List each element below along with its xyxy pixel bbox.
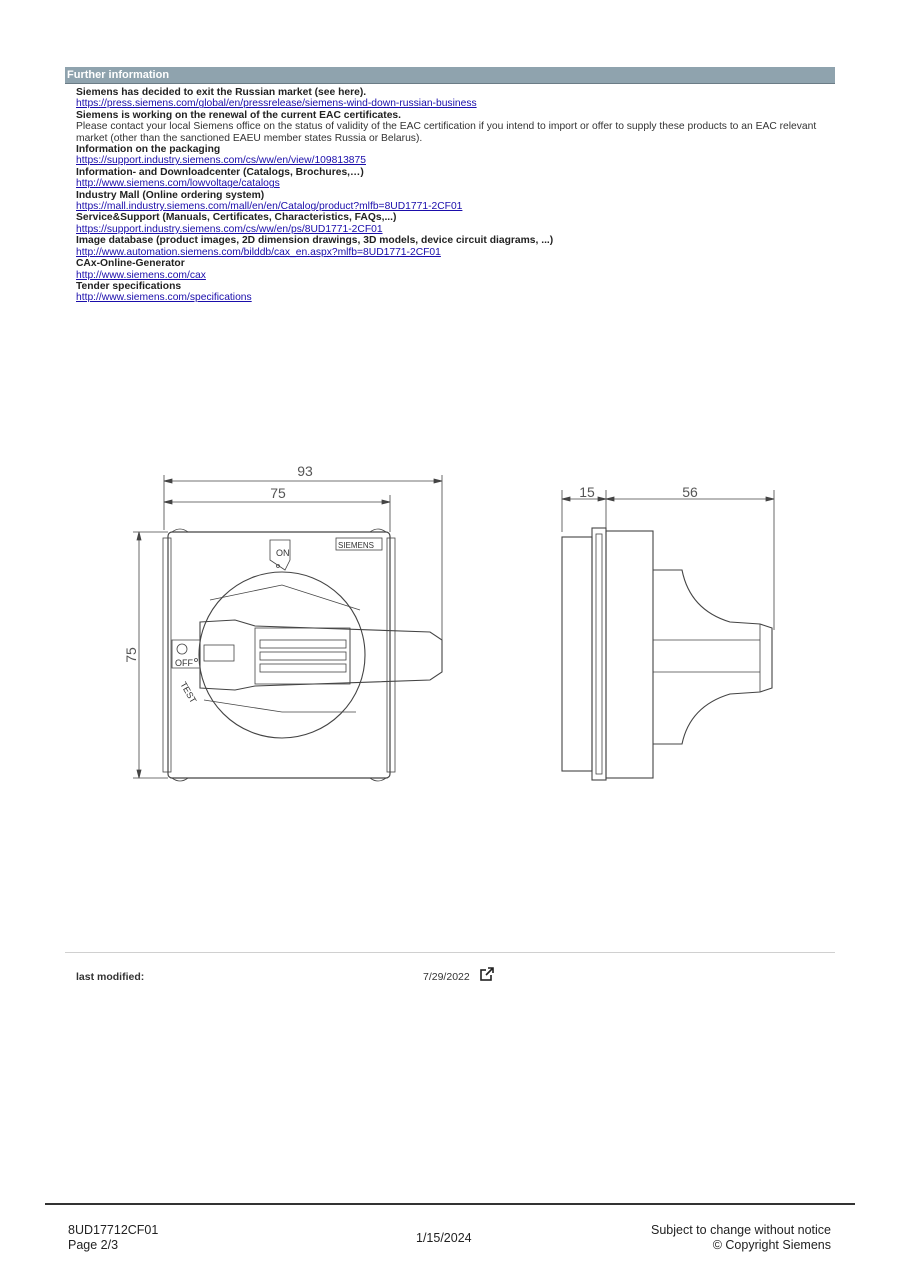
info-link[interactable]: https://press.siemens.com/global/en/pressrelease/siemens-wind-down-russian-business <box>76 98 477 110</box>
page-number: Page 2/3 <box>68 1238 119 1252</box>
info-title: Information- and Downloadcenter (Catalogs, Brochures,…) <box>76 166 364 178</box>
external-link-icon[interactable] <box>480 967 494 981</box>
info-title: Image database (product images, 2D dimension drawings, 3D models, device circuit diagrams, ...) <box>76 235 554 247</box>
info-link[interactable]: https://support.industry.siemens.com/cs/ww/en/ps/8UD1771-2CF01 <box>76 223 383 235</box>
dim-depth-handle: 56 <box>682 484 698 500</box>
last-modified-label: last modified: <box>76 971 145 983</box>
info-title: Information on the packaging <box>76 144 221 156</box>
info-title: Service&Support (Manuals, Certificates, Characteristics, FAQs,...) <box>76 212 397 224</box>
dim-front-width: 75 <box>270 485 286 501</box>
dim-total-width: 93 <box>297 463 313 479</box>
footer-left <box>68 1223 158 1253</box>
separator <box>65 952 835 953</box>
label-test: TEST <box>178 680 199 705</box>
label-off: OFF <box>175 658 193 668</box>
footer-right <box>651 1223 831 1253</box>
info-text: Please contact your local Siemens office on the status of validity of the EAC certification if you intend to import or offer to supply these products to an EAC relevant market (other than the sanctioned EAEU member states Russia or Belarus). <box>76 121 817 144</box>
brand-plate: SIEMENS <box>338 541 375 550</box>
info-link[interactable]: https://support.industry.siemens.com/cs/ww/en/view/109813875 <box>76 155 366 167</box>
info-link[interactable]: http://www.siemens.com/specifications <box>76 292 252 304</box>
label-on: ON <box>276 548 290 558</box>
info-link[interactable]: https://mall.industry.siemens.com/mall/en/en/Catalog/product?mlfb=8UD1771-2CF01 <box>76 201 463 213</box>
info-title: Siemens has decided to exit the Russian market (see here). <box>76 87 367 98</box>
info-title: Industry Mall (Online ordering system) <box>76 189 265 201</box>
info-link[interactable]: http://www.siemens.com/lowvoltage/catalogs <box>76 178 280 190</box>
footer-date: 1/15/2024 <box>416 1231 472 1245</box>
dim-depth-front: 15 <box>579 484 595 500</box>
footer-notice: Subject to change without notice <box>651 1223 831 1237</box>
info-title: CAx-Online-Generator <box>76 258 185 270</box>
footer-divider <box>45 1203 855 1205</box>
info-title: Tender specifications <box>76 280 182 292</box>
last-modified-value: 7/29/2022 <box>423 971 470 983</box>
info-title: Siemens is working on the renewal of the current EAC certificates. <box>76 109 402 121</box>
info-link[interactable]: http://www.automation.siemens.com/bilddb/cax_en.aspx?mlfb=8UD1771-2CF01 <box>76 246 441 258</box>
section-header: Further information <box>65 67 835 84</box>
dim-height: 75 <box>123 647 139 663</box>
article-number: 8UD17712CF01 <box>68 1223 159 1237</box>
info-link[interactable]: http://www.siemens.com/cax <box>76 269 206 281</box>
footer-copyright: © Copyright Siemens <box>712 1238 831 1252</box>
